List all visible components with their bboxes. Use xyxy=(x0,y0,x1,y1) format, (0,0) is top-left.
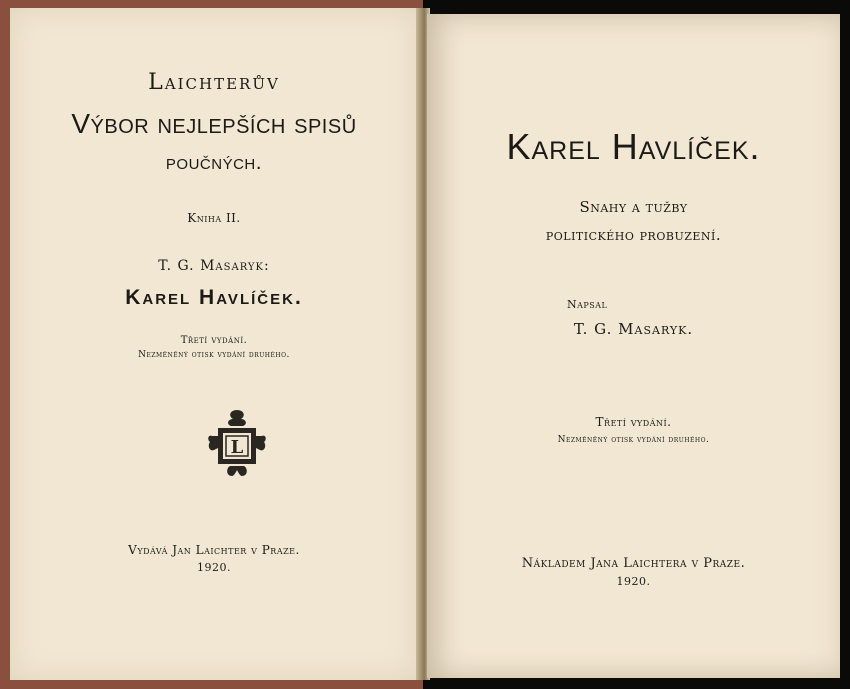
book-number: Kniha II. xyxy=(187,211,241,225)
edition-note: Nezměněný otisk vydání druhého. xyxy=(557,435,710,445)
year: 1920. xyxy=(197,561,231,574)
author-line: T. G. Masaryk: xyxy=(158,258,270,274)
year: 1920. xyxy=(616,575,651,588)
written-by: Napsal xyxy=(567,298,608,311)
series-name: Laichterův xyxy=(148,70,280,95)
series-title-line2: poučných. xyxy=(165,151,263,174)
logo-letter: L xyxy=(230,437,244,458)
subtitle-line2: politického probuzení. xyxy=(545,226,722,244)
edition-note: Nezměněný otisk vydání druhého. xyxy=(138,350,290,360)
right-page xyxy=(427,14,840,678)
work-title: Karel Havlíček. xyxy=(125,286,303,309)
series-title-line1: Výbor nejlepších spisů xyxy=(71,108,357,139)
publisher-line: Vydává Jan Laichter v Praze. xyxy=(128,543,300,557)
edition: Třetí vydání. xyxy=(180,335,248,346)
author: T. G. Masaryk. xyxy=(573,320,694,338)
edition: Třetí vydání. xyxy=(595,415,672,429)
subtitle-line1: Snahy a tužby xyxy=(579,198,688,216)
title: Karel Havlíček. xyxy=(506,126,761,167)
left-page xyxy=(10,8,418,680)
publisher-logo-icon xyxy=(206,406,268,482)
publisher-line: Nákladem Jana Laichtera v Praze. xyxy=(521,556,746,571)
